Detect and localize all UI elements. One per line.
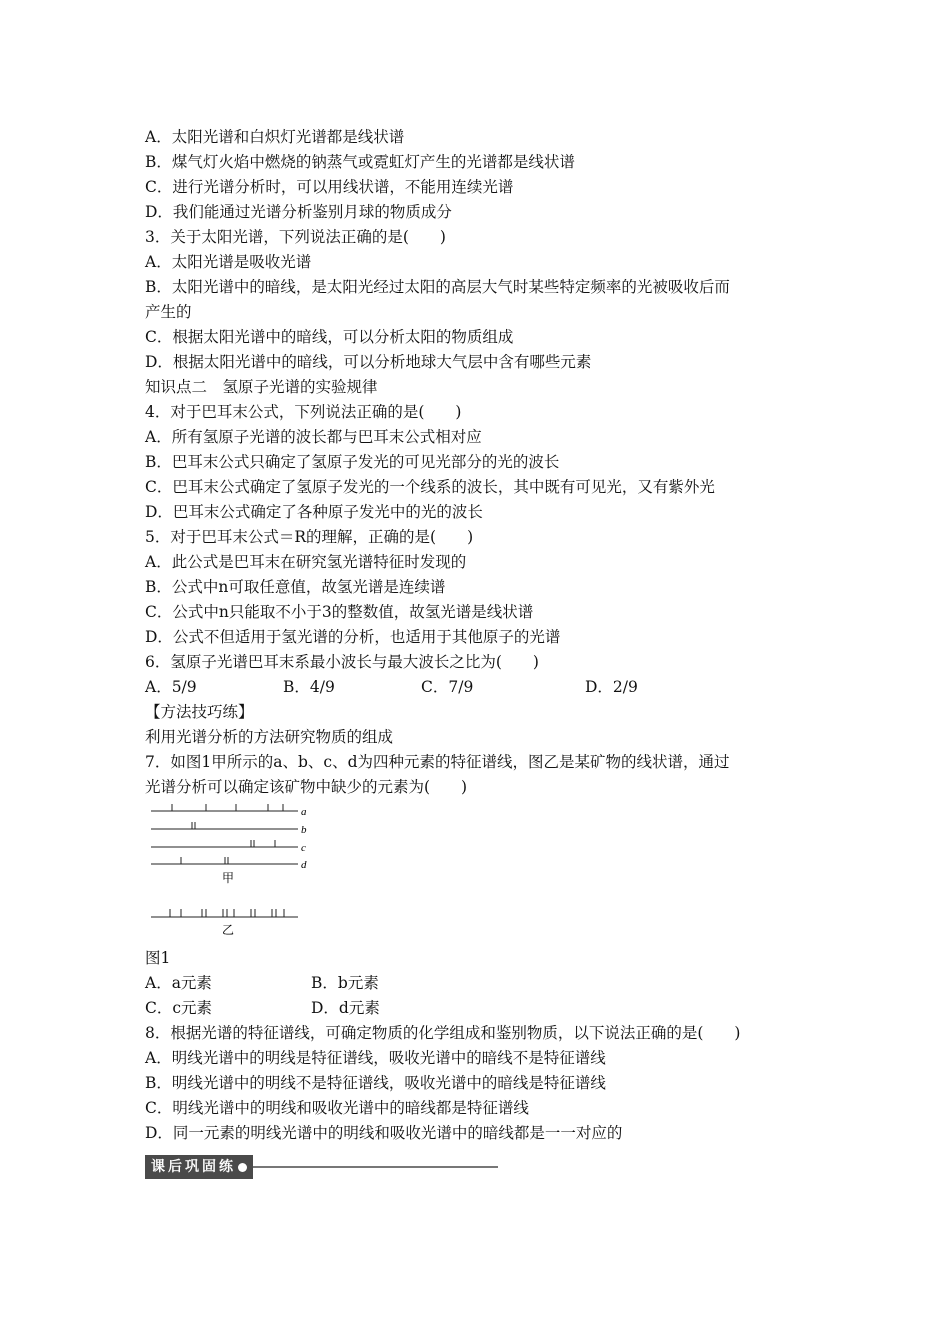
figure-caption: 图1 (145, 949, 171, 967)
row-label-c: c (301, 842, 306, 854)
text-line: D．根据太阳光谱中的暗线，可以分析地球大气层中含有哪些元素 (145, 353, 592, 371)
row-label-b: b (301, 824, 307, 836)
question-8: 8．根据光谱的特征谱线，可确定物质的化学组成和鉴别物质，以下说法正确的是( ) (145, 1024, 741, 1042)
text-line: A．所有氢原子光谱的波长都与巴耳末公式相对应 (145, 428, 482, 446)
lines-d (181, 857, 228, 864)
section-banner-rule (253, 1166, 498, 1168)
section-heading: 知识点二 氢原子光谱的实验规律 (145, 378, 378, 396)
text-line: C．巴耳末公式确定了氢原子发光的一个线系的波长，其中既有可见光，又有紫外光 (145, 478, 715, 496)
lines-yi (170, 909, 284, 917)
section-banner-text: 课后巩固练 (151, 1159, 236, 1175)
question-3: 3．关于太阳光谱，下列说法正确的是( ) (145, 228, 446, 246)
text-line: C．明线光谱中的明线和吸收光谱中的暗线都是特征谱线 (145, 1099, 529, 1117)
question-7: 7．如图1甲所示的a、b、c、d为四种元素的特征谱线，图乙是某矿物的线状谱，通过 (145, 753, 730, 771)
spectrum-diagram (148, 800, 318, 940)
subsection-heading: 利用光谱分析的方法研究物质的组成 (145, 728, 394, 746)
text-line: B．公式中n可取任意值，故氢光谱是连续谱 (145, 578, 446, 596)
q7-option-d: D．d元素 (311, 999, 380, 1017)
q6-option-d: D．2/9 (585, 678, 638, 696)
text-line: A．太阳光谱是吸收光谱 (145, 253, 312, 271)
question-5: 5．对于巴耳末公式＝R的理解，正确的是( ) (145, 528, 474, 546)
text-line: A．太阳光谱和白炽灯光谱都是线状谱 (145, 128, 405, 146)
q6-option-a: A．5/9 (145, 678, 197, 696)
text-line: A．明线光谱中的明线是特征谱线，吸收光谱中的暗线不是特征谱线 (145, 1049, 606, 1067)
text-line: D．巴耳末公式确定了各种原子发光中的光的波长 (145, 503, 483, 521)
lines-c (251, 840, 275, 847)
question-4: 4．对于巴耳末公式，下列说法正确的是( ) (145, 403, 462, 421)
bullet-dot-icon (238, 1163, 247, 1172)
text-line: D．我们能通过光谱分析鉴别月球的物质成分 (145, 203, 452, 221)
text-line: D．同一元素的明线光谱中的明线和吸收光谱中的暗线都是一一对应的 (145, 1124, 623, 1142)
text-line: C．根据太阳光谱中的暗线，可以分析太阳的物质组成 (145, 328, 514, 346)
lines-b (192, 822, 195, 829)
q6-option-c: C．7/9 (421, 678, 474, 696)
text-line: C．公式中n只能取不小于3的整数值，故氢光谱是线状谱 (145, 603, 534, 621)
q6-option-b: B．4/9 (283, 678, 335, 696)
section-banner (145, 1155, 498, 1179)
spectrum-figure (148, 800, 318, 940)
text-line: B．巴耳末公式只确定了氢原子发光的可见光部分的光的波长 (145, 453, 560, 471)
text-line: 产生的 (145, 303, 192, 321)
text-line: B．煤气灯火焰中燃烧的钠蒸气或霓虹灯产生的光谱都是线状谱 (145, 153, 575, 171)
text-line: A．此公式是巴耳末在研究氢光谱特征时发现的 (145, 553, 467, 571)
q7-option-a: A．a元素 (145, 974, 212, 992)
label-yi: 乙 (222, 923, 235, 937)
q7-option-b: B．b元素 (311, 974, 379, 992)
q7-option-c: C．c元素 (145, 999, 213, 1017)
text-line: B．太阳光谱中的暗线，是太阳光经过太阳的高层大气时某些特定频率的光被吸收后而 (145, 278, 730, 296)
section-heading: 【方法技巧练】 (145, 703, 254, 721)
lines-a (172, 804, 283, 811)
text-line: C．进行光谱分析时，可以用线状谱，不能用连续光谱 (145, 178, 514, 196)
row-label-a: a (301, 806, 307, 818)
row-label-d: d (301, 859, 307, 871)
text-line: D．公式不但适用于氢光谱的分析，也适用于其他原子的光谱 (145, 628, 561, 646)
text-line: B．明线光谱中的明线不是特征谱线，吸收光谱中的暗线是特征谱线 (145, 1074, 606, 1092)
text-line: 光谱分析可以确定该矿物中缺少的元素为( ) (145, 778, 468, 796)
label-jia: 甲 (222, 871, 235, 885)
question-6: 6．氢原子光谱巴耳末系最小波长与最大波长之比为( ) (145, 653, 539, 671)
section-banner-label (145, 1155, 253, 1179)
